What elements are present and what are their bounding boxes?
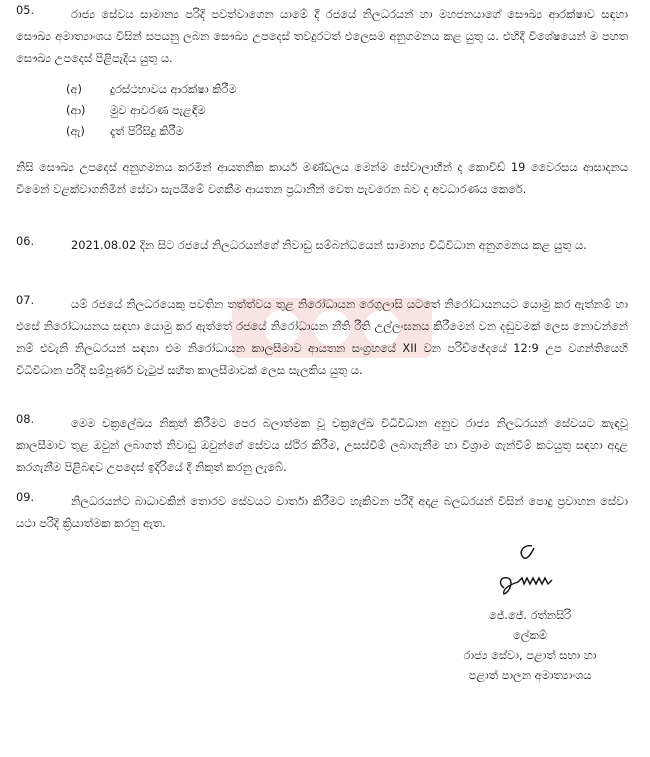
list-item-marker: (ආ)	[66, 103, 86, 117]
paragraph-07	[16, 293, 628, 381]
paragraph-08	[16, 412, 628, 478]
health-advice-list	[66, 82, 237, 145]
paragraph-text: යම් රජයේ නිලධරයෙකු පවතින තත්ත්වය තුළ නිරෝධායන රෙගුලාසි යටතේ නිරෝධායනයට යොමු කර ඇත්නම් හා එසේ නිරෝධායනය සඳහා යොමු කර ඇත්තේ රජයේ නිරෝධායන නීති රීති උල්ලංඝනය කිරීමෙන් වන දඬුවමක් ලෙස නොවන්නේ නම් එවැනි නිලධරයන් සඳහා එම නිරෝධායන කාලසීමාව ආයතන සංග්‍රහයේ XII වන පරිච්ඡේදයේ 12:9 උප වගන්තියෙහි විධිවිධාන පරිදි සම්පූර්ණ වැටුප් සහිත කාලසීමාවක් ලෙස සැලකිය යුතු ය.	[16, 297, 628, 377]
paragraph-number: 05.	[16, 3, 35, 17]
signatory-name: ජේ.ජේ. රත්නසිරි	[488, 608, 572, 622]
paragraph-text: නිසි සෞඛ්‍ය උපදෙස් අනුගමනය කරමින් ආයතනික කාර්ය මණ්ඩලය මෙන්ම සේවාලාභීන් ද කොවිඩ් 19 වෛරසය ආසාදනය වීමෙන් වළක්වාගනිමින් සේවා සැපයීමේ වගකීම ආයතන ප්‍රධානීන් වෙත පැවරෙන බව ද අවධාරණය කෙරේ.	[16, 160, 628, 196]
paragraph-text: නිලධරයන්ට බාධාවකින් තොරව සේවයට වාර්තා කිරීමට හැකිවන පරිදි අදාළ බලධරයන් විසින් පොදු ප්‍රවාහන සේවා යථා පරිදි ක්‍රියාත්මක කරනු ඇත.	[16, 494, 628, 530]
list-item-text: දෑත් පිරිසිදු කිරීම	[110, 124, 184, 138]
list-item	[66, 103, 237, 124]
list-item-text: දුරස්ථභාවය ආරක්ෂා කිරීම	[110, 82, 237, 96]
signature-block	[420, 605, 640, 685]
paragraph-text: රාජ්‍ය සේවය සාමාන්‍ය පරිදි පවත්වාගෙන යාමේ දී රජයේ නිලධරයන් හා මහජනයාගේ සෞඛ්‍ය ආරක්ෂාව සඳහා සෞඛ්‍ය අමාත්‍යාංශය විසින් සපයනු ලබන සෞඛ්‍ය උපදෙස් තවදුරටත් එලෙසම අනුගමනය කළ යුතු ය. එහිදී විශේෂයෙන් ම පහත සෞඛ්‍ය උපදෙස් පිළිපැදිය යුතු ය.	[16, 7, 628, 65]
paragraph-number: 08.	[16, 412, 35, 426]
list-item	[66, 82, 237, 103]
list-item-marker: (අ)	[66, 82, 82, 96]
paragraph-05	[16, 3, 628, 69]
paragraph-health-responsibility	[16, 156, 628, 200]
paragraph-09	[16, 490, 628, 534]
paragraph-06	[16, 234, 628, 256]
list-item-text: මුව ආවරණ පැළඳීම	[110, 103, 206, 117]
list-item	[66, 124, 237, 145]
paragraph-number: 06.	[16, 234, 35, 248]
ministry-line-2: පළාත් පාලන අමාත්‍යාංශය	[468, 668, 592, 682]
ministry-line-1: රාජ්‍ය සේවා, පළාත් සභා හා	[463, 648, 597, 662]
paragraph-text: 2021.08.02 දින සිට රජයේ නිලධරයන්ගේ නිවාඩු සම්බන්ධයෙන් සාමාන්‍ය විධිවිධාන අනුගමනය කළ යුතු ය.	[71, 238, 587, 252]
paragraph-text: මෙම චක්‍රලේඛය නිකුත් කිරීමට පෙර බලාත්මක වූ චක්‍රලේඛ විධිවිධාන අනුව රාජ්‍ය නිලධරයන් සේවයට කැඳවූ කාලසීමාව තුළ ඔවුන් ලබාගත් නිවාඩු ඔවුන්ගේ සේවය ස්ථිර කිරීම, උසස්වීම් ලබාගැනීම හා විශ්‍රාම ගැන්වීම් කටයුතු සඳහා අදාළ කරගැනීම පිළිබඳව උපදෙස් ඉදිරියේ දී නිකුත් කරනු ලැබේ.	[16, 416, 628, 474]
signatory-title: ලේකම්	[513, 628, 547, 642]
handwritten-signature	[492, 538, 572, 608]
list-item-marker: (ඇ)	[66, 124, 85, 138]
paragraph-number: 09.	[16, 490, 35, 504]
paragraph-number: 07.	[16, 293, 35, 307]
